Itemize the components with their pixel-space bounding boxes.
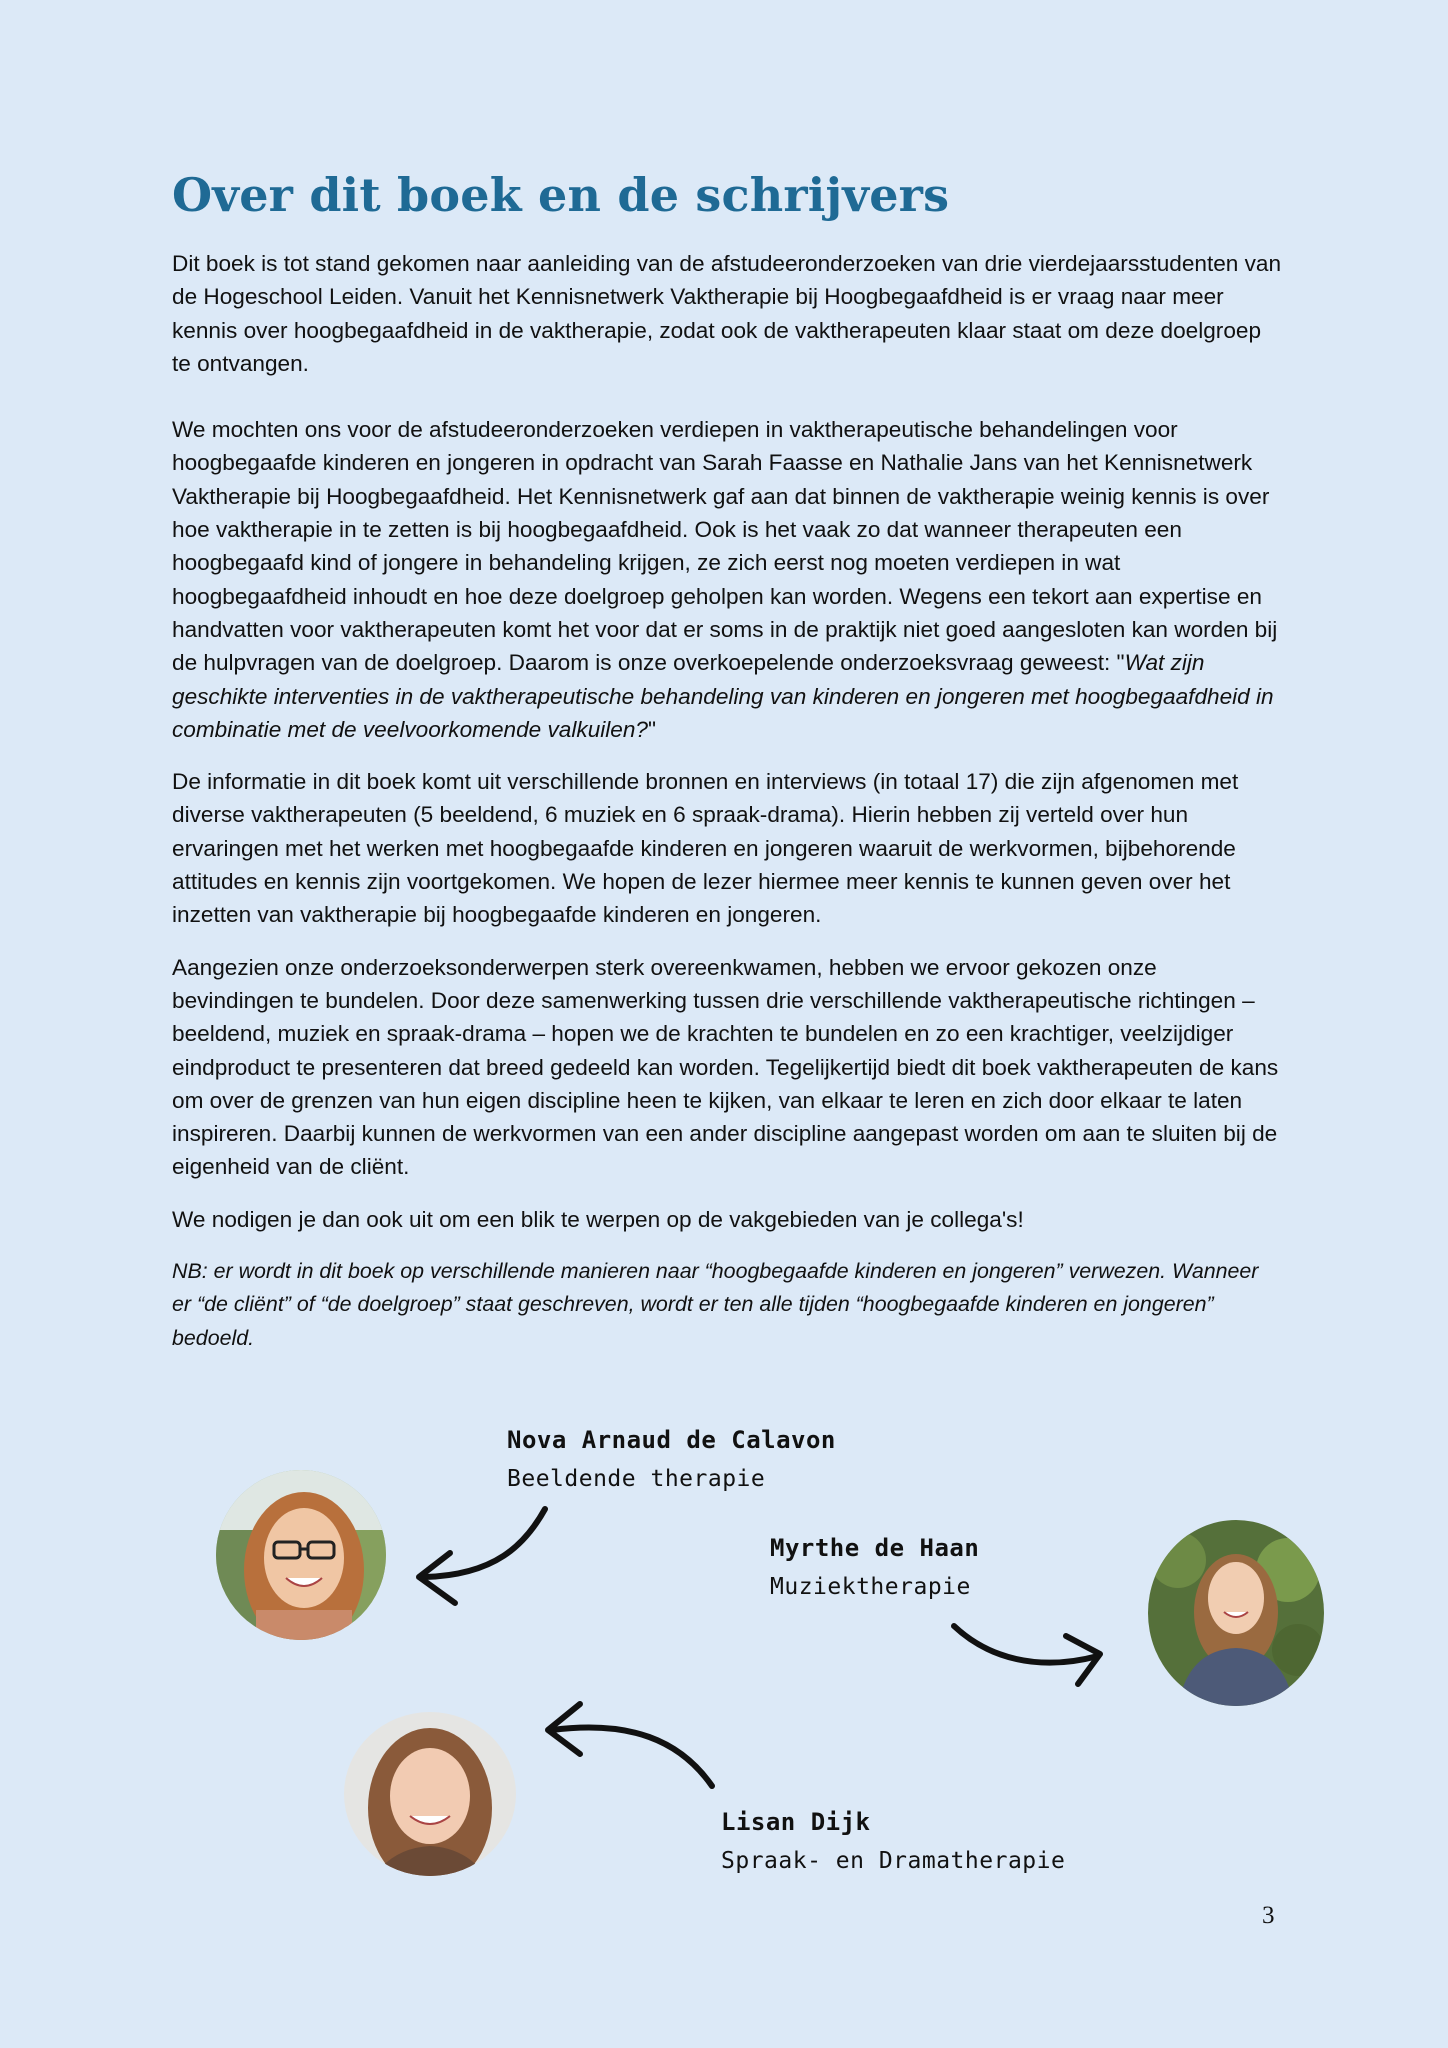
author-photo-myrthe	[1148, 1520, 1324, 1706]
paragraph-sources: De informatie in dit boek komt uit verschillende bronnen en interviews (in totaal 17) die zijn afgenomen met diverse vaktherapeuten (5 beeldend, 6 muziek en 6 spraak-drama). Hierin hebben zij verteld over hun ervaringen met het werken met hoogbegaafde kinderen en jongeren waaruit de werkvormen, bijbehorende attitudes en kennis zijn voortgekomen. We hopen de lezer hiermee meer kennis te kunnen geven over het inzetten van vaktherapie bij hoogbegaafde kinderen en jongeren.	[172, 769, 1239, 928]
author-role-myrthe: Muziektherapie	[770, 1574, 971, 1600]
note: NB: er wordt in dit boek op verschillende manieren naar “hoogbegaafde kinderen en jongeren” verwezen. Wanneer er “de cliënt” of “de doelgroep” staat geschreven, wordt er ten alle tijden “hoogbegaafde kinderen en jongeren” bedoeld.	[172, 1259, 1259, 1350]
author-name-nova: Nova Arnaud de Calavon	[507, 1426, 836, 1454]
author-name-myrthe: Myrthe de Haan	[770, 1534, 980, 1562]
body-text	[172, 247, 1282, 1374]
page-title: Over dit boek en de schrijvers	[172, 168, 950, 222]
author-role-lisan: Spraak- en Dramatherapie	[721, 1848, 1066, 1874]
paragraph-collaboration: Aangezien onze onderzoeksonderwerpen sterk overeenkwamen, hebben we ervoor gekozen onze bevindingen te bundelen. Door deze samenwerking tussen drie verschillende vaktherapeutische richtingen – beeldend, muziek en spraak-drama – hopen we de krachten te bundelen en zo een krachtiger, veelzijdiger eindproduct te presenteren dat breed gedeeld kan worden. Tegelijkertijd biedt dit boek vaktherapeuten de kans om over de grenzen van hun eigen discipline heen te kijken, van elkaar te leren en zich door elkaar te laten inspireren. Daarbij kunnen de werkvormen van een ander discipline aangepast worden om aan te sluiten bij de eigenheid van de cliënt.	[172, 954, 1279, 1180]
author-photo-nova	[216, 1470, 386, 1640]
arrow-icon	[405, 1505, 555, 1610]
page-number: 3	[1262, 1902, 1275, 1929]
paragraph-intro: Dit boek is tot stand gekomen naar aanleiding van de afstudeeronderzoeken van drie vierdejaarsstudenten van de Hogeschool Leiden. Vanuit het Kennisnetwerk Vaktherapie bij Hoogbegaafdheid is er vraag naar meer kennis over hoogbegaafdheid in de vaktherapie, zodat ook de vaktherapeuten klaar staat om deze doelgroep te ontvangen.	[172, 251, 1282, 376]
author-name-lisan: Lisan Dijk	[721, 1808, 871, 1836]
paragraph-research-text: We mochten ons voor de afstudeeronderzoeken verdiepen in vaktherapeutische behandelingen voor hoogbegaafde kinderen en jongeren in opdracht van Sarah Faasse en Nathalie Jans van het Kennisnetwerk Vaktherapie bij Hoogbegaafdheid. Het Kennisnetwerk gaf aan dat binnen de vaktherapie weinig kennis is over hoe vaktherapie in te zetten is bij hoogbegaafdheid. Ook is het vaak zo dat wanneer therapeuten een hoogbegaafd kind of jongere in behandeling krijgen, ze zich eerst nog moeten verdiepen in wat hoogbegaafdheid inhoudt en hoe deze doelgroep geholpen kan worden. Wegens een tekort aan expertise en handvatten voor vaktherapeuten komt het voor dat er soms in de praktijk niet goed aangesloten kan worden bij de hulpvragen van de doelgroep. Daarom is onze overkoepelende onderzoeksvraag geweest: "	[172, 417, 1278, 676]
arrow-icon	[540, 1700, 715, 1790]
arrow-icon	[948, 1620, 1108, 1690]
author-photo-lisan	[344, 1712, 516, 1876]
author-role-nova: Beeldende therapie	[507, 1466, 766, 1492]
research-question: Wat zijn geschikte interventies in de vaktherapeutische behandeling van kinderen en jongeren met hoogbegaafdheid in combinatie met de veelvoorkomende valkuilen?	[172, 650, 1274, 742]
closing-quote: "	[648, 716, 657, 742]
paragraph-research-question	[172, 413, 1282, 746]
paragraph-invitation: We nodigen je dan ook uit om een blik te werpen op de vakgebieden van je collega's!	[172, 1206, 1024, 1232]
